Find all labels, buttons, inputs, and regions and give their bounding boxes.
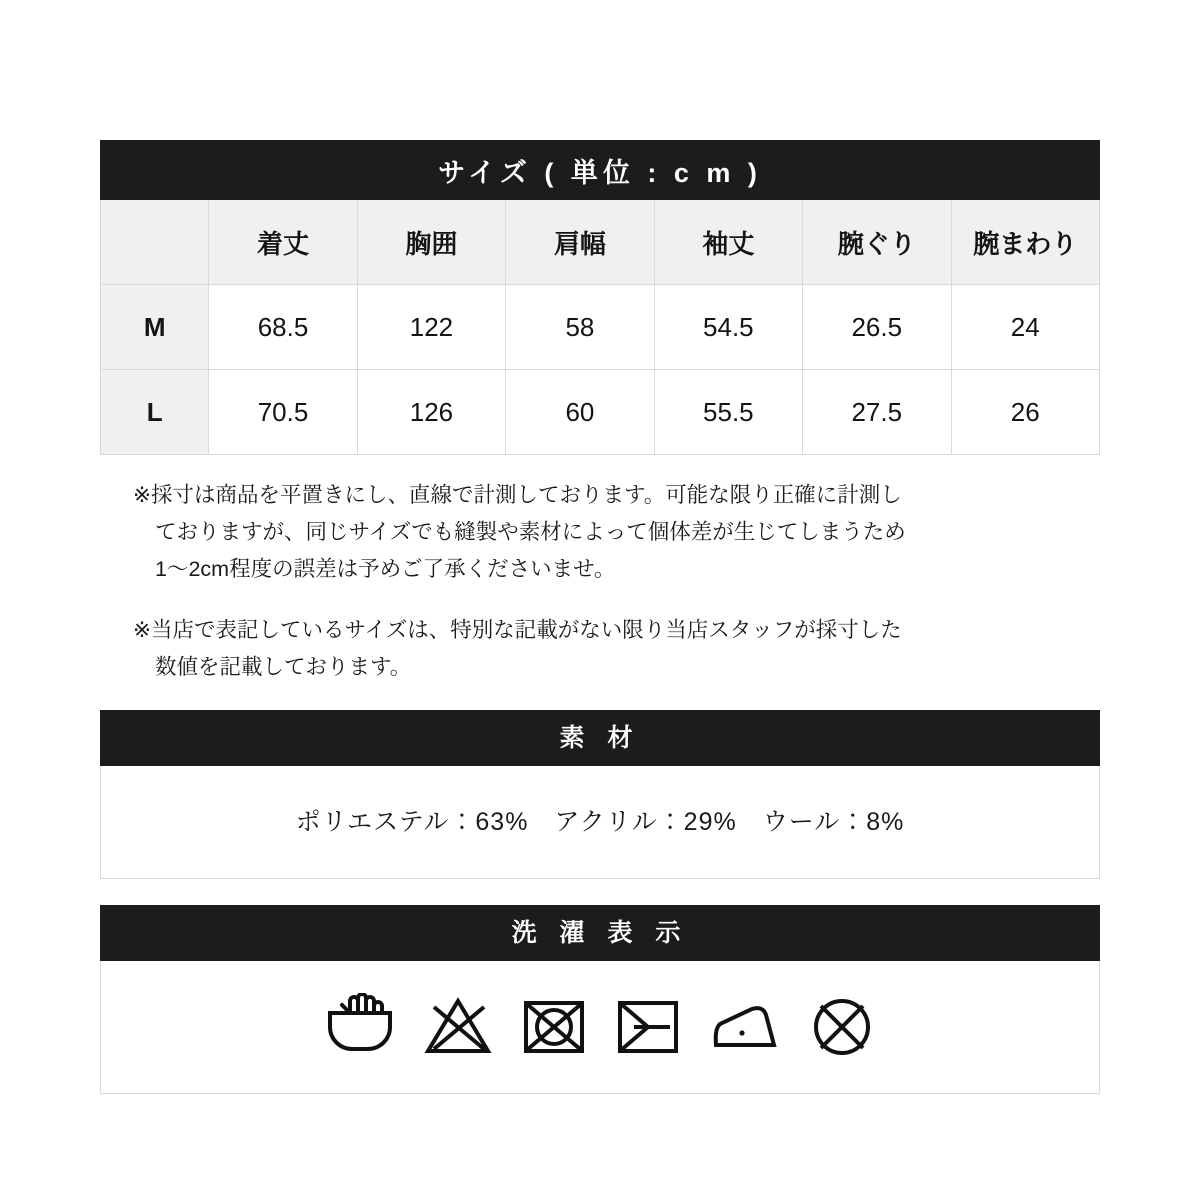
- size-table-title: サイズ ( 単位 : c m ): [101, 141, 1100, 200]
- column-header-armhole: 腕ぐり: [803, 200, 951, 285]
- cell-l-sleeve-length: 55.5: [654, 370, 802, 455]
- column-header-chest: 胸囲: [357, 200, 505, 285]
- note-line: ※採寸は商品を平置きにし、直線で計測しております。可能な限り正確に計測し: [133, 483, 902, 507]
- spec-sheet: [100, 0, 1100, 1094]
- hand-wash-icon: [324, 993, 396, 1061]
- measurement-notes: [100, 477, 1100, 686]
- iron-low-icon: [708, 993, 782, 1061]
- wash-care-section-title: 洗 濯 表 示: [100, 905, 1100, 961]
- wash-care-icons: [100, 961, 1100, 1094]
- note-line: ※当店で表記しているサイズは、特別な記載がない限り当店スタッフが採寸した: [133, 617, 902, 642]
- note-line: ておりますが、同じサイズでも縫製や素材によって個体差が生じてしまうため: [155, 519, 906, 544]
- note-line: 数値を記載しております。: [155, 654, 412, 679]
- cell-m-chest: 122: [357, 285, 505, 370]
- material-section: [100, 710, 1100, 879]
- size-table-header-row: [101, 200, 1100, 285]
- cell-m-sleeve-length: 54.5: [654, 285, 802, 370]
- cell-l-body-length: 70.5: [209, 370, 357, 455]
- no-dry-clean-icon: [808, 993, 876, 1061]
- column-header-arm-circumference: 腕まわり: [951, 200, 1100, 285]
- table-row: [101, 285, 1100, 370]
- no-tumble-dry-icon: [520, 993, 588, 1061]
- size-table-title-row: [101, 141, 1100, 200]
- column-header-shoulder-width: 肩幅: [506, 200, 654, 285]
- column-header-body-length: 着丈: [209, 200, 357, 285]
- cell-l-armhole: 27.5: [803, 370, 951, 455]
- material-section-body: ポリエステル：63% アクリル：29% ウール：8%: [100, 766, 1100, 879]
- cell-m-armhole: 26.5: [803, 285, 951, 370]
- size-column-header: [101, 200, 209, 285]
- cell-m-shoulder-width: 58: [506, 285, 654, 370]
- column-header-sleeve-length: 袖丈: [654, 200, 802, 285]
- note-line: 1〜2cm程度の誤差は予めご了承くださいませ。: [155, 556, 616, 581]
- size-table: [100, 140, 1100, 455]
- no-bleach-icon: [422, 993, 494, 1061]
- cell-l-chest: 126: [357, 370, 505, 455]
- cell-m-body-length: 68.5: [209, 285, 357, 370]
- table-row: [101, 370, 1100, 455]
- note-block-store-policy: [133, 612, 1100, 686]
- material-section-title: 素 材: [100, 710, 1100, 766]
- row-header-size-l: L: [101, 370, 209, 455]
- wash-care-section: [100, 905, 1100, 1094]
- cell-l-arm-circumference: 26: [951, 370, 1100, 455]
- cell-m-arm-circumference: 24: [951, 285, 1100, 370]
- line-dry-flat-icon: [614, 993, 682, 1061]
- cell-l-shoulder-width: 60: [506, 370, 654, 455]
- row-header-size-m: M: [101, 285, 209, 370]
- note-block-measurement: [133, 477, 1100, 588]
